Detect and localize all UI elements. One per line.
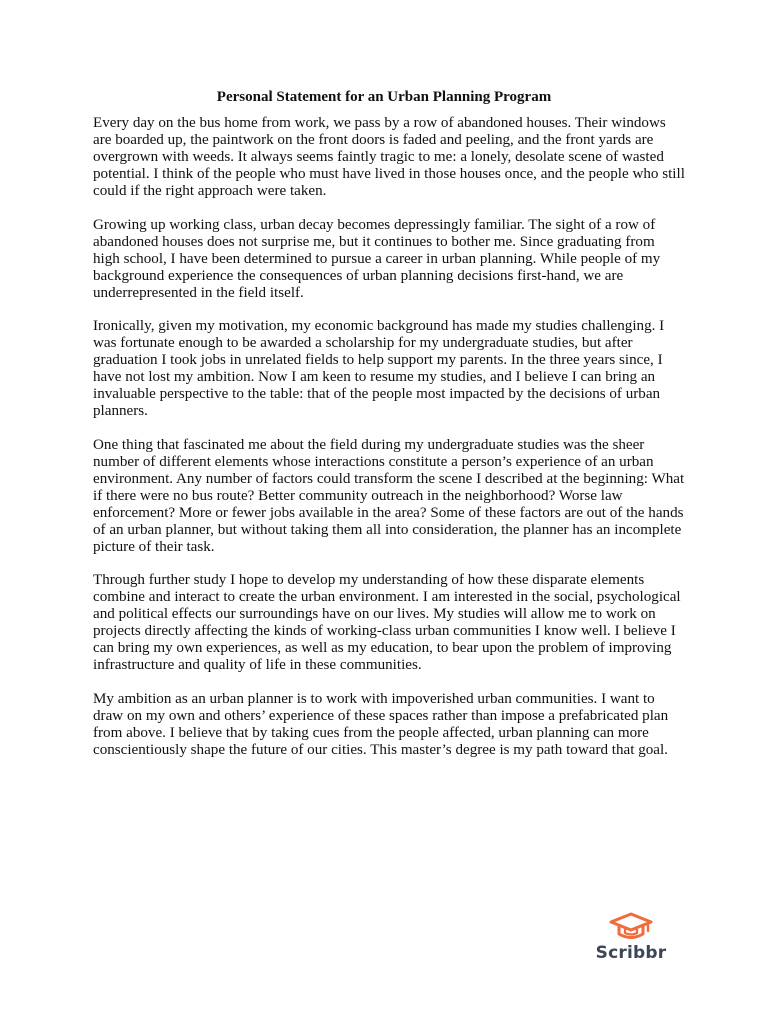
document-body — [93, 115, 685, 775]
paragraph: One thing that fascinated me about the field during my undergraduate studies was the sheer number of different elements whose interactions constitute a person’s experience of an urban environment. Any number of factors could transform the scene I described at the beginning: What if there were no bus route? Better community outreach in the neighborhood? Worse law enforcement? More or fewer jobs available in the area? Some of these factors are out of the hands of an urban planner, but without taking them all into consideration, the planner has an incomplete picture of their task. — [93, 436, 685, 555]
paragraph: Ironically, given my motivation, my economic background has made my studies challenging. I was fortunate enough to be awarded a scholarship for my undergraduate studies, but after graduation I took jobs in unrelated fields to help support my parents. In the three years since, I have not lost my ambition. Now I am keen to resume my studies, and I believe I can bring an invaluable perspective to the table: that of the people most impacted by the decisions of urban planners. — [93, 318, 665, 419]
paragraph: Through further study I hope to develop my understanding of how these disparate elements combine and interact to create the urban environment. I am interested in the social, psychological and political effects our surroundings have on our lives. My studies will allow me to work on projects directly affecting the kinds of working-class urban communities I know well. I believe I can bring my own experiences, as well as my education, to bear upon the problem of improving infrastructure and quality of life in these communities. — [93, 572, 681, 673]
logo-wordmark: Scribbr — [595, 943, 667, 963]
scribbr-logo — [591, 912, 671, 966]
document-title: Personal Statement for an Urban Planning Program — [216, 89, 552, 105]
paragraph: Every day on the bus home from work, we pass by a row of abandoned houses. Their windows are boarded up, the paintwork on the front doors is faded and peeling, and the front yards are overgrown with weeds. It always seems faintly tragic to me: a lonely, desolate scene of wasted potential. I think of the people who must have lived in those houses once, and the people who still could if the right approach were taken. — [93, 115, 685, 199]
graduation-cap-icon — [608, 912, 654, 942]
paragraph: My ambition as an urban planner is to work with impoverished urban communities. I want to draw on my own and others’ experience of these spaces rather than impose a prefabricated plan from above. I believe that by taking cues from the people affected, urban planning can more conscientiously shape the future of our cities. This master’s degree is my path toward that goal. — [93, 690, 669, 758]
paragraph: Growing up working class, urban decay becomes depressingly familiar. The sight of a row of abandoned houses does not surprise me, but it continues to bother me. Since graduating from high school, I have been determined to pursue a career in urban planning. While people of my background experience the consequences of urban planning decisions first-hand, we are underrepresented in the field itself. — [93, 216, 661, 301]
